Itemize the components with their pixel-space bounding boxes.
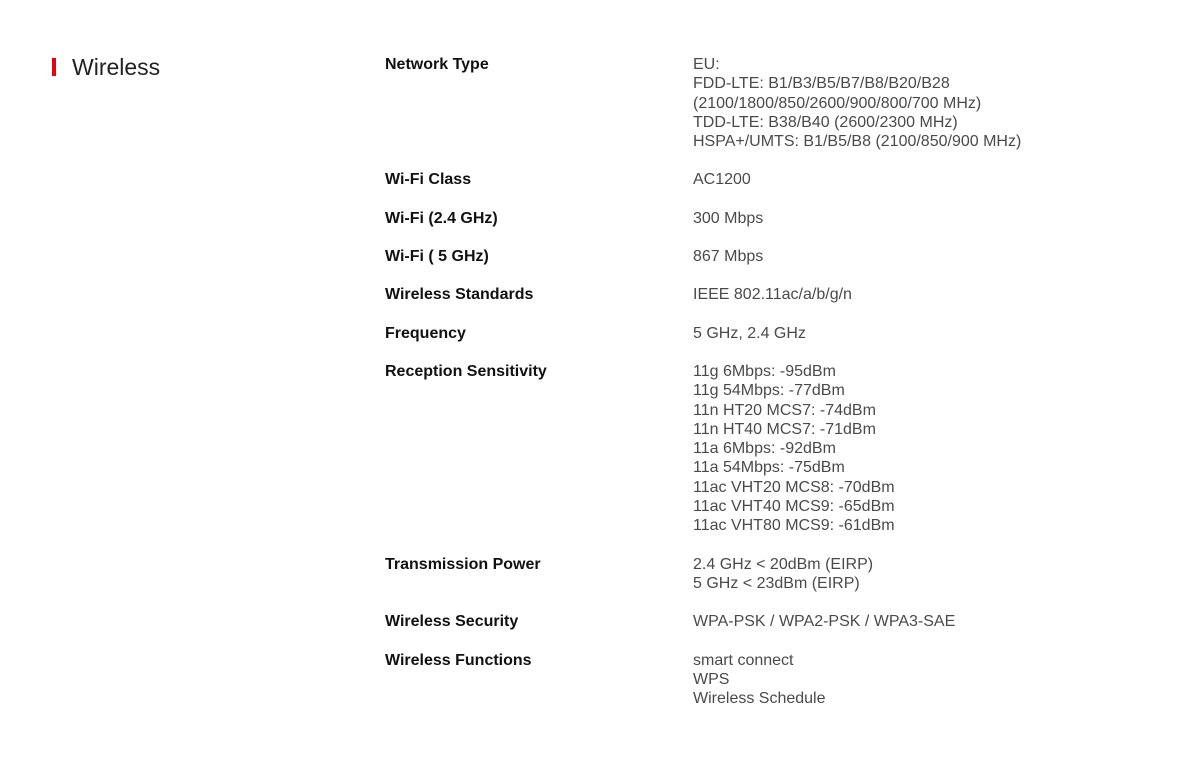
spec-label: Wi-Fi Class: [385, 171, 472, 189]
spec-values: [693, 55, 1145, 151]
spec-row: [385, 555, 1145, 594]
spec-value-line: 11a 6Mbps: -92dBm: [693, 440, 836, 458]
spec-value-line: 11g 54Mbps: -77dBm: [693, 382, 845, 400]
spec-value-line: TDD-LTE: B38/B40 (2600/2300 MHz): [693, 113, 958, 131]
spec-row: [385, 651, 1145, 709]
spec-value-line: 11ac VHT40 MCS9: -65dBm: [693, 498, 895, 516]
spec-value-line: 2.4 GHz < 20dBm (EIRP): [693, 555, 874, 573]
spec-values: [693, 324, 1145, 343]
spec-value-line: 11g 6Mbps: -95dBm: [693, 362, 836, 380]
spec-row: [385, 247, 1145, 266]
spec-value-line: 867 Mbps: [693, 248, 764, 266]
spec-values: [693, 612, 1145, 631]
spec-value-line: WPA-PSK / WPA2-PSK / WPA3-SAE: [693, 613, 956, 631]
spec-label: Wi-Fi (2.4 GHz): [385, 209, 498, 227]
spec-value-line: EU:: [693, 56, 720, 73]
spec-row: [385, 170, 1145, 189]
spec-values: [693, 651, 1145, 709]
spec-table: [385, 55, 1145, 727]
spec-value-line: WPS: [693, 670, 730, 688]
spec-values: [693, 170, 1145, 189]
spec-row: [385, 612, 1145, 631]
spec-value-line: 5 GHz, 2.4 GHz: [693, 324, 806, 342]
spec-row: [385, 362, 1145, 536]
spec-value-line: 11a 54Mbps: -75dBm: [693, 459, 845, 477]
spec-value-line: 11n HT40 MCS7: -71dBm: [693, 420, 876, 438]
spec-value-line: IEEE 802.11ac/a/b/g/n: [693, 286, 852, 304]
spec-value-line: 11ac VHT80 MCS9: -61dBm: [693, 517, 895, 535]
spec-label: Wi-Fi ( 5 GHz): [385, 248, 489, 266]
section-title: Wireless: [72, 54, 161, 80]
spec-value-line: Wireless Schedule: [693, 690, 826, 708]
spec-value-line: 300 Mbps: [693, 209, 764, 227]
spec-values: [693, 285, 1145, 304]
spec-value-line: 11ac VHT20 MCS8: -70dBm: [693, 478, 895, 496]
section-accent-bar: [52, 58, 56, 76]
spec-label: Wireless Security: [385, 613, 519, 631]
spec-value-line: smart connect: [693, 651, 794, 669]
spec-label: Frequency: [385, 324, 466, 342]
spec-row: [385, 324, 1145, 343]
spec-value-line: FDD-LTE: B1/B3/B5/B7/B8/B20/B28: [693, 75, 950, 93]
spec-values: [693, 555, 1145, 594]
spec-label: Network Type: [385, 56, 489, 73]
spec-label: Reception Sensitivity: [385, 362, 547, 380]
spec-row: [385, 285, 1145, 304]
spec-label: Wireless Standards: [385, 286, 534, 304]
spec-values: [693, 209, 1145, 228]
spec-label: Transmission Power: [385, 555, 541, 573]
spec-value-line: 11n HT20 MCS7: -74dBm: [693, 401, 876, 419]
spec-value-line: AC1200: [693, 171, 751, 189]
spec-row: [385, 55, 1145, 151]
spec-values: [693, 247, 1145, 266]
spec-value-line: HSPA+/UMTS: B1/B5/B8 (2100/850/900 MHz): [693, 133, 1022, 151]
section-header: [52, 53, 160, 81]
spec-values: [693, 362, 1145, 536]
spec-value-line: 5 GHz < 23dBm (EIRP): [693, 574, 860, 592]
spec-row: [385, 209, 1145, 228]
spec-label: Wireless Functions: [385, 651, 532, 669]
spec-value-line: (2100/1800/850/2600/900/800/700 MHz): [693, 94, 982, 112]
